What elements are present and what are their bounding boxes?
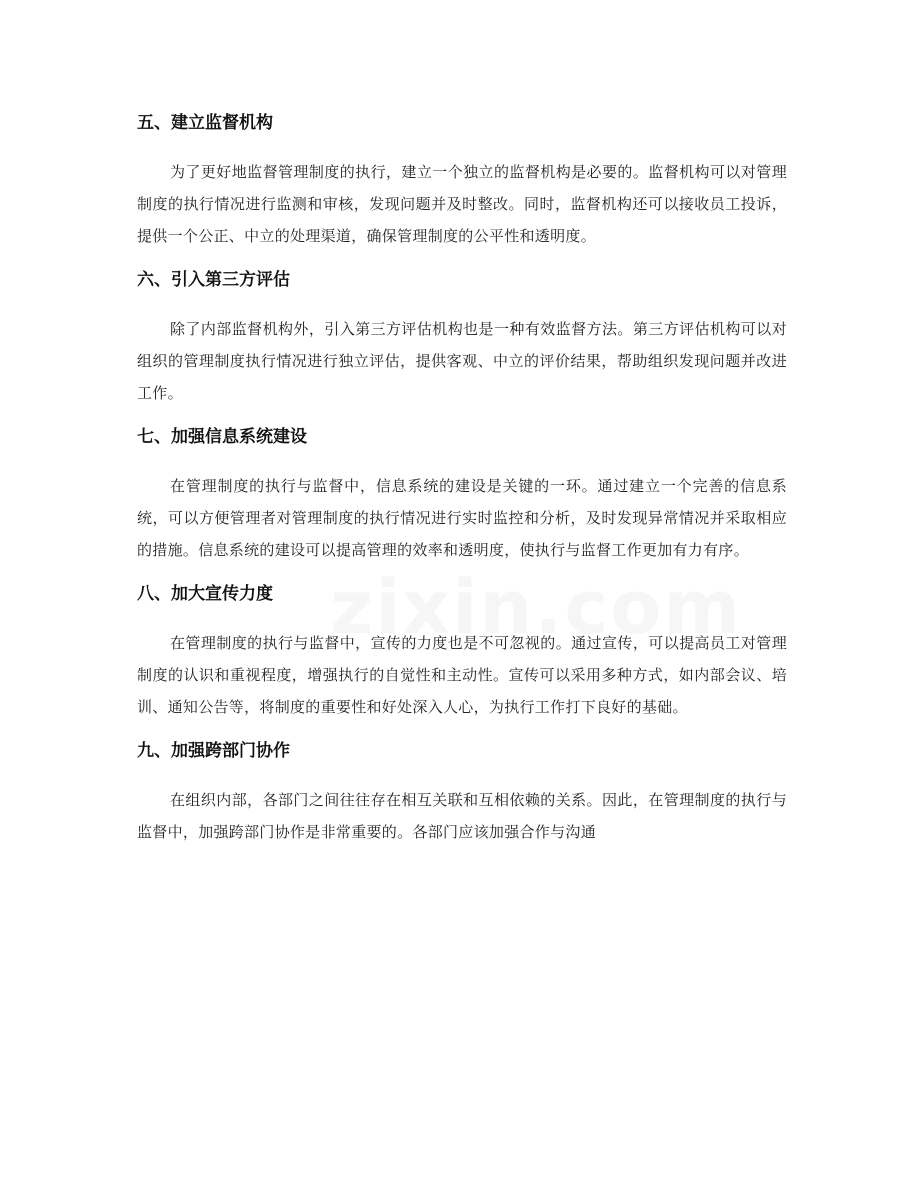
section-body-9: 在组织内部，各部门之间往往存在相互关联和互相依赖的关系。因此，在管理制度的执行与监督中，加强跨部门协作是非常重要的。各部门应该加强合作与沟通 <box>137 791 787 841</box>
section-body-5: 为了更好地监督管理制度的执行，建立一个独立的监督机构是必要的。监督机构可以对管理制度的执行情况进行监测和审核，发现问题并及时整改。同时，监督机构还可以接收员工投诉，提供一个公正、中立的处理渠道，确保管理制度的公平性和透明度。 <box>137 163 787 245</box>
section-body-8: 在管理制度的执行与监督中，宣传的力度也是不可忽视的。通过宣传，可以提高员工对管理制度的认识和重视程度，增强执行的自觉性和主动性。宣传可以采用多种方式，如内部会议、培训、通知公告等，将制度的重要性和好处深入人心，为执行工作打下良好的基础。 <box>137 634 787 716</box>
section-heading-9: 九、加强跨部门协作 <box>137 741 290 761</box>
section-heading-7: 七、加强信息系统建设 <box>137 427 307 447</box>
section-body-6: 除了内部监督机构外，引入第三方评估机构也是一种有效监督方法。第三方评估机构可以对组织的管理制度执行情况进行独立评估，提供客观、中立的评价结果，帮助组织发现问题并改进工作。 <box>137 320 787 402</box>
section-heading-8: 八、加大宣传力度 <box>137 584 273 604</box>
section-heading-6: 六、引入第三方评估 <box>137 270 290 290</box>
section-body-7: 在管理制度的执行与监督中，信息系统的建设是关键的一环。通过建立一个完善的信息系统，可以方便管理者对管理制度的执行情况进行实时监控和分析，及时发现异常情况并采取相应的措施。信息系统的建设可以提高管理的效率和透明度，使执行与监督工作更加有力有序。 <box>137 477 787 559</box>
document-content <box>137 108 787 848</box>
section-heading-5: 五、建立监督机构 <box>137 113 273 133</box>
